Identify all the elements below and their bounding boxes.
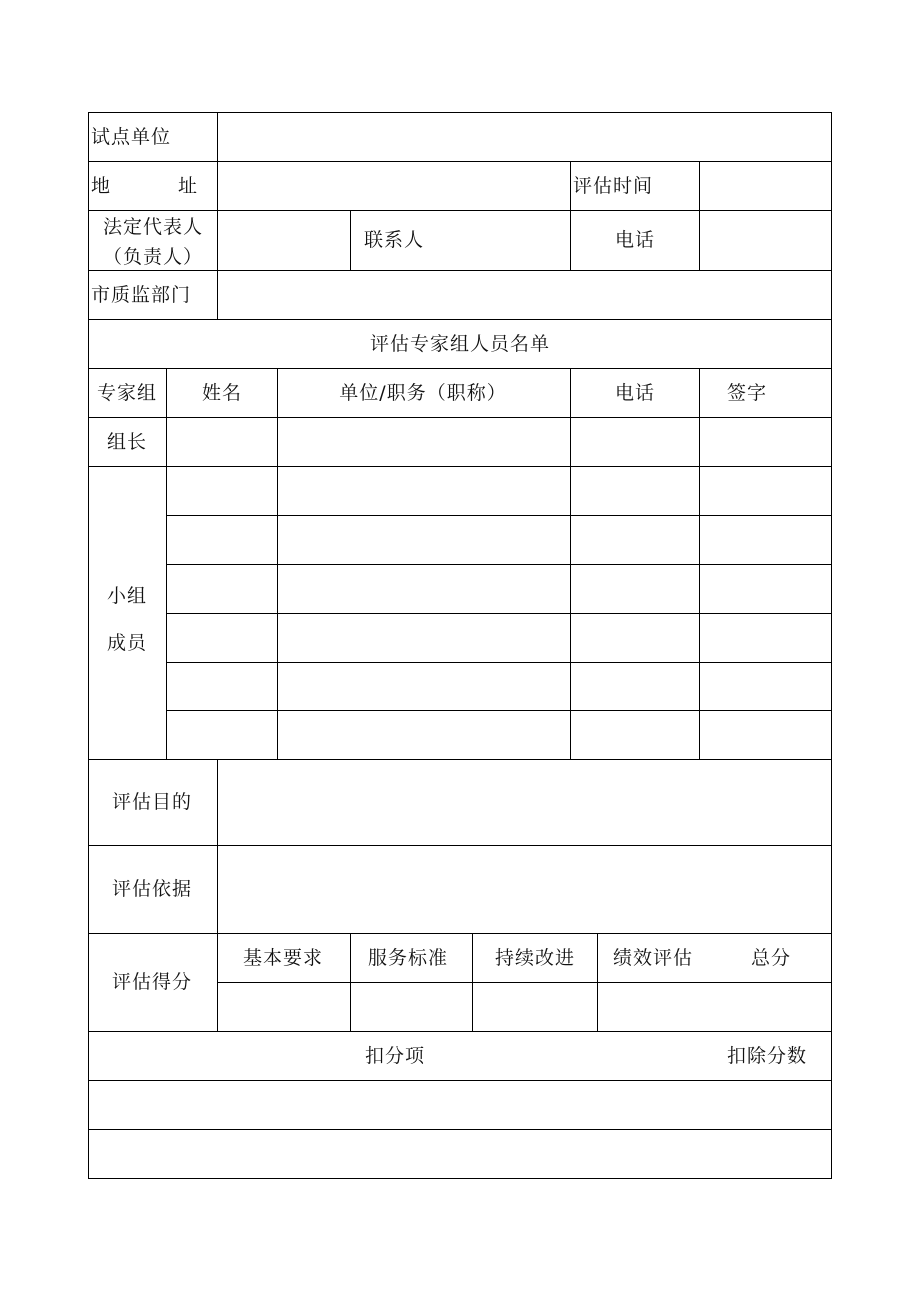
- label-purpose: 评估目的: [111, 791, 193, 813]
- score-service-standard: 服务标准: [367, 947, 449, 969]
- expert-list-title: 评估专家组人员名单: [369, 333, 551, 355]
- rule: [699, 368, 700, 759]
- rule: [277, 368, 278, 759]
- label-basis: 评估依据: [111, 878, 193, 900]
- border-left: [88, 112, 89, 1179]
- label-leader: 组长: [106, 431, 148, 453]
- field-city-dept[interactable]: [218, 271, 831, 319]
- field-score-basic[interactable]: [218, 983, 350, 1031]
- col-header-phone: 电话: [614, 382, 656, 404]
- rule: [88, 1031, 832, 1032]
- rule: [88, 417, 832, 418]
- label-legal-rep-line1: 法定代表人: [102, 216, 204, 238]
- col-header-name: 姓名: [201, 382, 243, 404]
- rule: [166, 368, 167, 759]
- field-deduction-row[interactable]: [89, 1081, 831, 1129]
- label-phone: 电话: [614, 229, 656, 251]
- score-basic-requirements: 基本要求: [242, 947, 324, 969]
- score-performance-eval: 绩效评估: [613, 947, 694, 969]
- label-legal-rep-line2: （负责人）: [102, 246, 204, 268]
- evaluation-form-table: [88, 112, 832, 1179]
- field-eval-time[interactable]: [700, 162, 831, 210]
- border-right: [831, 112, 832, 1179]
- label-pilot-unit: 试点单位: [91, 126, 172, 148]
- rule: [166, 613, 832, 614]
- score-total: 总分: [750, 947, 792, 969]
- field-legal-rep[interactable]: [218, 211, 350, 270]
- label-city-dept: 市质监部门: [91, 284, 192, 306]
- label-score: 评估得分: [111, 971, 193, 993]
- rule: [166, 662, 832, 663]
- border-bottom: [88, 1178, 832, 1179]
- field-deduction-row[interactable]: [89, 1130, 831, 1178]
- col-header-group: 专家组: [96, 382, 158, 404]
- rule: [166, 710, 832, 711]
- label-deduct-item: 扣分项: [364, 1045, 426, 1067]
- field-contact[interactable]: [351, 211, 570, 270]
- field-pilot-unit[interactable]: [218, 113, 831, 161]
- rule: [88, 466, 832, 467]
- label-members-line2: 成员: [106, 632, 148, 654]
- label-address-char2: 址: [178, 175, 199, 197]
- rule: [88, 933, 832, 934]
- field-score-improve[interactable]: [473, 983, 597, 1031]
- rule: [570, 368, 571, 759]
- col-header-sign: 签字: [726, 382, 768, 404]
- label-contact: 联系人: [364, 229, 425, 251]
- rule: [570, 161, 571, 270]
- field-purpose[interactable]: [218, 760, 831, 845]
- col-header-unit: 单位/职务（职称）: [339, 382, 507, 404]
- label-address-char1: 地: [91, 175, 112, 197]
- field-phone[interactable]: [700, 211, 831, 270]
- field-address[interactable]: [218, 162, 570, 210]
- score-continuous-improvement: 持续改进: [494, 947, 576, 969]
- label-deduct-score: 扣除分数: [727, 1045, 808, 1067]
- rule: [88, 319, 832, 320]
- rule: [166, 564, 832, 565]
- rule: [88, 368, 832, 369]
- rule: [166, 515, 832, 516]
- field-score-perf-total[interactable]: [598, 983, 831, 1031]
- label-eval-time: 评估时间: [573, 175, 654, 197]
- label-members-line1: 小组: [106, 585, 148, 607]
- field-score-service[interactable]: [351, 983, 472, 1031]
- field-basis[interactable]: [218, 846, 831, 933]
